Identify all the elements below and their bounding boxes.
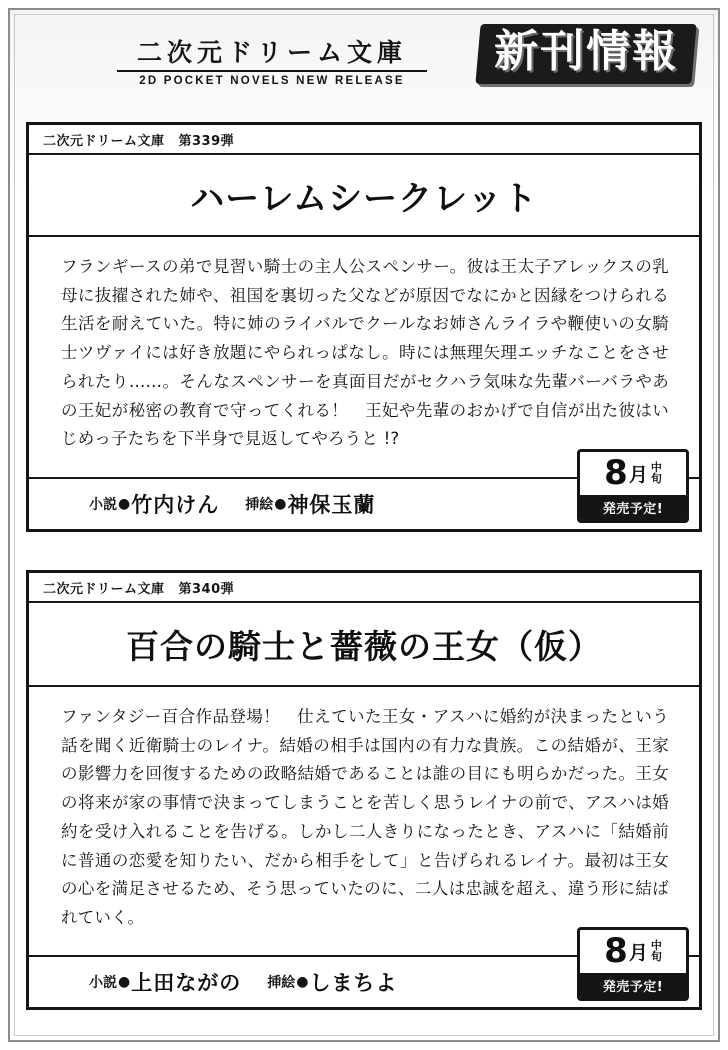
bullet-icon: ●: [118, 974, 131, 990]
bullet-icon: ●: [118, 496, 131, 512]
release-note: 発売予定!: [580, 495, 686, 520]
new-release-banner: [475, 24, 696, 84]
bullet-icon: ●: [274, 496, 287, 512]
brand-title-jp: 二次元ドリーム文庫: [136, 38, 407, 67]
release-period-line2: 旬: [650, 472, 662, 486]
bullet-icon: ●: [296, 974, 309, 990]
new-release-banner-label: 新刊情報: [494, 26, 679, 77]
release-date-badge: [577, 927, 689, 1001]
entry-synopsis: ファンタジー百合作品登場！ 仕えていた王女・アスハに婚約が決まったという話を聞く近衛騎士のレイナ。結婚の相手は国内の有力な貴族。この結婚が、王家の影響力を回復するための政略結婚であることは誰の目にも明らかだった。王女の将来が家の事情で決まってしまうことを苦しく思うレイナの前で、アスハは婚約を受け入れることを告げる。しかし二人きりになったとき、アスハに「結婚前に普通の恋愛を知りたい、だから相手をして」と告げられるレイナ。最初は王女の心を満足させるため、そう思っていたのに、二人は忠誠を超え、違う形に結ばれていく。: [61, 707, 669, 927]
entry-label-row: [29, 125, 699, 155]
entry-title: ハーレムシークレット: [29, 155, 699, 237]
release-period: [651, 462, 662, 485]
release-month: 8: [604, 453, 628, 494]
entry-synopsis: フランギースの弟で見習い騎士の主人公スペンサー。彼は王太子アレックスの乳母に抜擢された姉や、祖国を裏切った父などが原因でなにかと因縁をつけられる生活を耐えていた。特に姉のライバルでクールなお姉さんライラや鞭使いの女騎士ツヴァイには好き放題にやられっぱなし。時には無理矢理エッチなことをさせられたり……。そんなスペンサーを真面目だがセクハラ気味な先輩バーバラやあの王妃が秘密の教育で守ってくれる！ 王妃や先輩のおかげで自信が出た彼はいじめっ子たちを下半身で見返してやろうと !?: [61, 257, 669, 449]
release-month-unit: 月: [628, 941, 648, 964]
author-role-label: 小説: [89, 975, 117, 991]
page-header: [0, 22, 728, 114]
release-note: 発売予定!: [580, 973, 686, 998]
entry-title: 百合の騎士と薔薇の王女（仮）: [29, 603, 699, 687]
release-period-line1: 中: [650, 460, 662, 474]
author-name: 上田ながの: [131, 971, 242, 995]
book-entry: [26, 570, 702, 1010]
entry-imprint-label: 二次元ドリーム文庫: [43, 133, 165, 149]
illustrator-name: 神保玉蘭: [287, 493, 376, 517]
brand-block: [112, 40, 432, 87]
release-period-line2: 旬: [650, 950, 662, 964]
release-month-unit: 月: [628, 463, 648, 486]
release-period-line1: 中: [650, 938, 662, 952]
brand-title-en: 2D POCKET NOVELS NEW RELEASE: [139, 75, 405, 88]
illustrator-role-label: 挿絵: [245, 497, 274, 513]
author-role-label: 小説: [89, 497, 117, 513]
entry-imprint-label: 二次元ドリーム文庫: [43, 581, 165, 597]
book-entry: [26, 122, 702, 532]
release-month-row: [580, 930, 686, 973]
author-name: 竹内けん: [131, 493, 220, 517]
illustrator-role-label: 挿絵: [267, 975, 296, 991]
release-period: [651, 940, 662, 963]
release-date-badge: [577, 449, 689, 523]
release-month-row: [580, 452, 686, 495]
entry-label-row: [29, 573, 699, 603]
release-month: 8: [604, 931, 628, 972]
entry-volume-label: 第339弾: [178, 133, 235, 149]
brand-rule: [117, 70, 427, 72]
illustrator-name: しまちよ: [309, 971, 398, 995]
entry-volume-label: 第340弾: [178, 581, 235, 597]
